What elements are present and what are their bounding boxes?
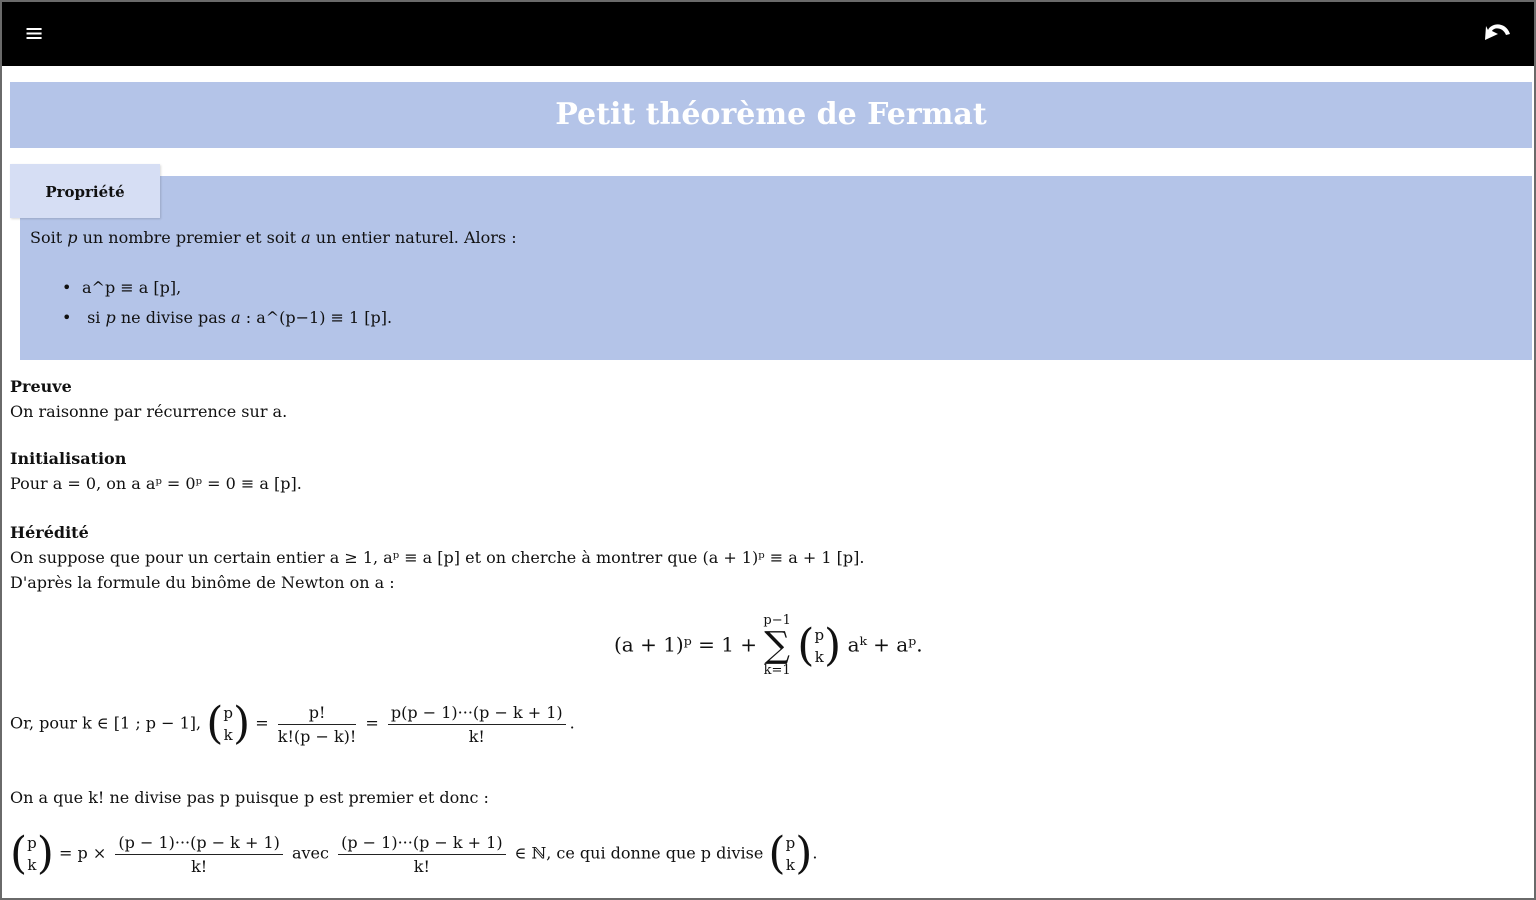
- page-title: Petit théorème de Fermat: [555, 97, 987, 132]
- top-bar: [2, 2, 1534, 66]
- binomial-formula: (a + 1)ᵖ = 1 + p−1 ∑ k=1 ( p k ) aᵏ + aᵖ.: [614, 613, 923, 678]
- heredity-section: [10, 520, 864, 595]
- proof-heading: Preuve: [10, 377, 72, 396]
- heredity-line2: D'après la formule du binôme de Newton on a :: [10, 573, 395, 592]
- init-section: [10, 446, 302, 496]
- fraction: $\frac{(p - 1)\cdot\cdot\cdot(p - k + 1)}{k!}$: [115, 833, 283, 876]
- fraction: $\frac{p(p - 1)\cdot\cdot\cdot(p - k + 1)}{k!}$: [388, 703, 566, 746]
- sum-symbol: p−1 ∑ k=1: [763, 613, 791, 678]
- property-intro: Soit p un nombre premier et soit a un entier naturel. Alors :: [30, 228, 517, 247]
- proof-section: [10, 374, 287, 424]
- fraction: $\frac{p!}{k!(p - k)!}$: [277, 702, 357, 746]
- undo-arrow-icon[interactable]: [1480, 14, 1516, 50]
- last-line: ( p k ) = p × $\frac{(p - 1)\cdot\cdot\cdot(p - k + 1)}{k!}$ avec $\frac{(p - 1)\cdot\cdot\cdot(p - k + 1)}{k!}$ ∈ ℕ, ce qui donne que p divise ( p k ).: [10, 828, 818, 879]
- property-list: [62, 274, 392, 334]
- init-text: Pour a = 0, on a aᵖ = 0ᵖ = 0 ≡ a [p].: [10, 474, 302, 493]
- proof-text: On raisonne par récurrence sur a.: [10, 402, 288, 421]
- or-line: Or, pour k ∈ [1 ; p − 1], ( p k ) = $\frac{p!}{k!(p - k)!}$ = $\frac{p(p - 1)\cdot\cdot\cdot(p - k + 1)}{k!}$ .: [10, 698, 575, 749]
- list-item: • a^p ≡ a [p],: [62, 274, 392, 304]
- heredity-heading: Hérédité: [10, 523, 89, 542]
- list-item: • si p ne divise pas a : a^(p−1) ≡ 1 [p].: [62, 304, 392, 334]
- hamburger-menu-icon[interactable]: ≡: [23, 19, 45, 47]
- fraction: $\frac{(p - 1)\cdot\cdot\cdot(p - k + 1)}{k!}$: [338, 833, 506, 876]
- property-tab: Propriété: [10, 164, 160, 218]
- binomial-coefficient: ( p k ): [797, 620, 842, 671]
- kfact-line: On a que k! ne divise pas p puisque p est premier et donc :: [10, 788, 489, 807]
- page-title-banner: [10, 82, 1532, 148]
- init-heading: Initialisation: [10, 449, 127, 468]
- heredity-line1: On suppose que pour un certain entier a ≥ 1, aᵖ ≡ a [p] et on cherche à montrer que (a + 1)ᵖ ≡ a + 1 [p].: [10, 548, 865, 567]
